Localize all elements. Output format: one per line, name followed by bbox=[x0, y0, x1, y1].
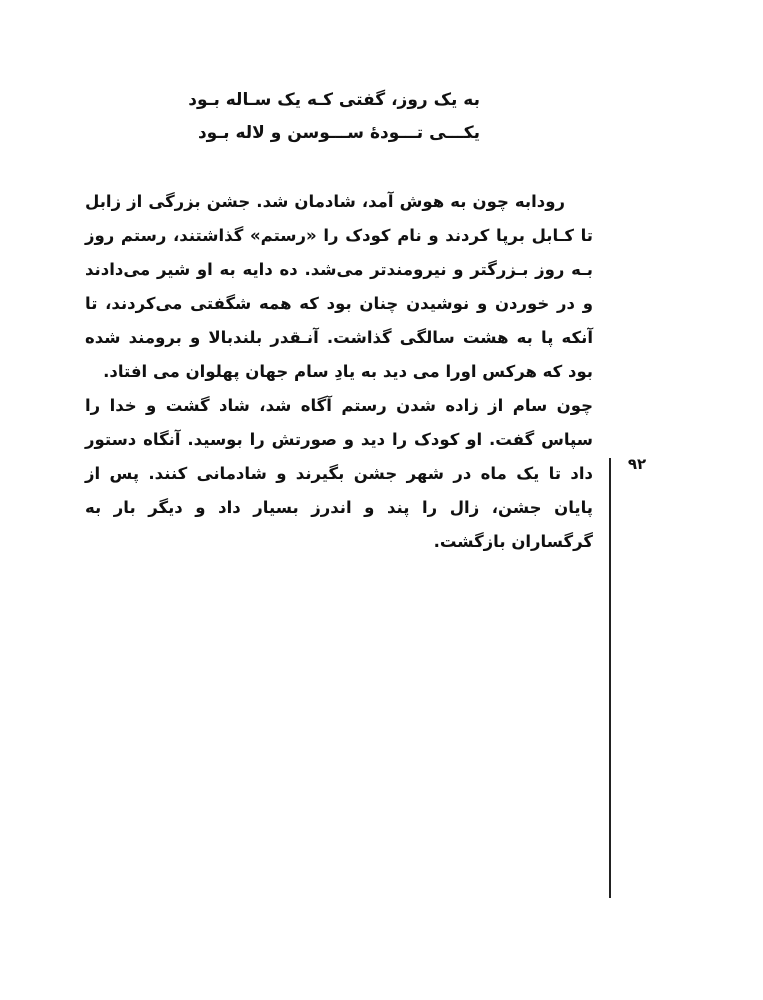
body-text bbox=[85, 185, 593, 559]
paragraph-1: رودابه چون به هوش آمد، شادمان شد. جشن بزرگی از زابل تا کـابل برپا کردند و نام کودک را «رستم» گذاشتند، رستم روز بـه روز بـزرگتر و نیرومندتر می‌شد. ده دایه به او شیر می‌دادند و در خوردن و نوشیدن چنان بود که همه شگفتی می‌کردند، تا آنکه پا به هشت سالگی گذاشت. آنـقدر بلندبالا و برومند شده بود که هرکس اورا می دید به یادِ سام جهان پهلوان می افتاد. bbox=[85, 192, 593, 381]
verse-line-1: به یک روز، گفتی کـه یک سـاله بـود bbox=[188, 90, 480, 110]
paragraph-2: چون سام از زاده شدن رستم آگاه شد، شاد گشت و خدا را سپاس گفت. او کودک را دید و صورتش را بوسید. آنگاه دستور داد تا یک ماه در شهر جشن بگیرند و شادمانی کنند. پس از پایان جشن، زال را پند و اندرز بسیار داد و دیگر بار به گرگساران بازگشت. bbox=[85, 396, 593, 551]
page-number: ۹۲ bbox=[627, 455, 647, 473]
verse-line-2: یکـــی تـــودهٔ ســـوسن و لاله بـود bbox=[197, 123, 480, 143]
margin-rule bbox=[609, 458, 611, 898]
